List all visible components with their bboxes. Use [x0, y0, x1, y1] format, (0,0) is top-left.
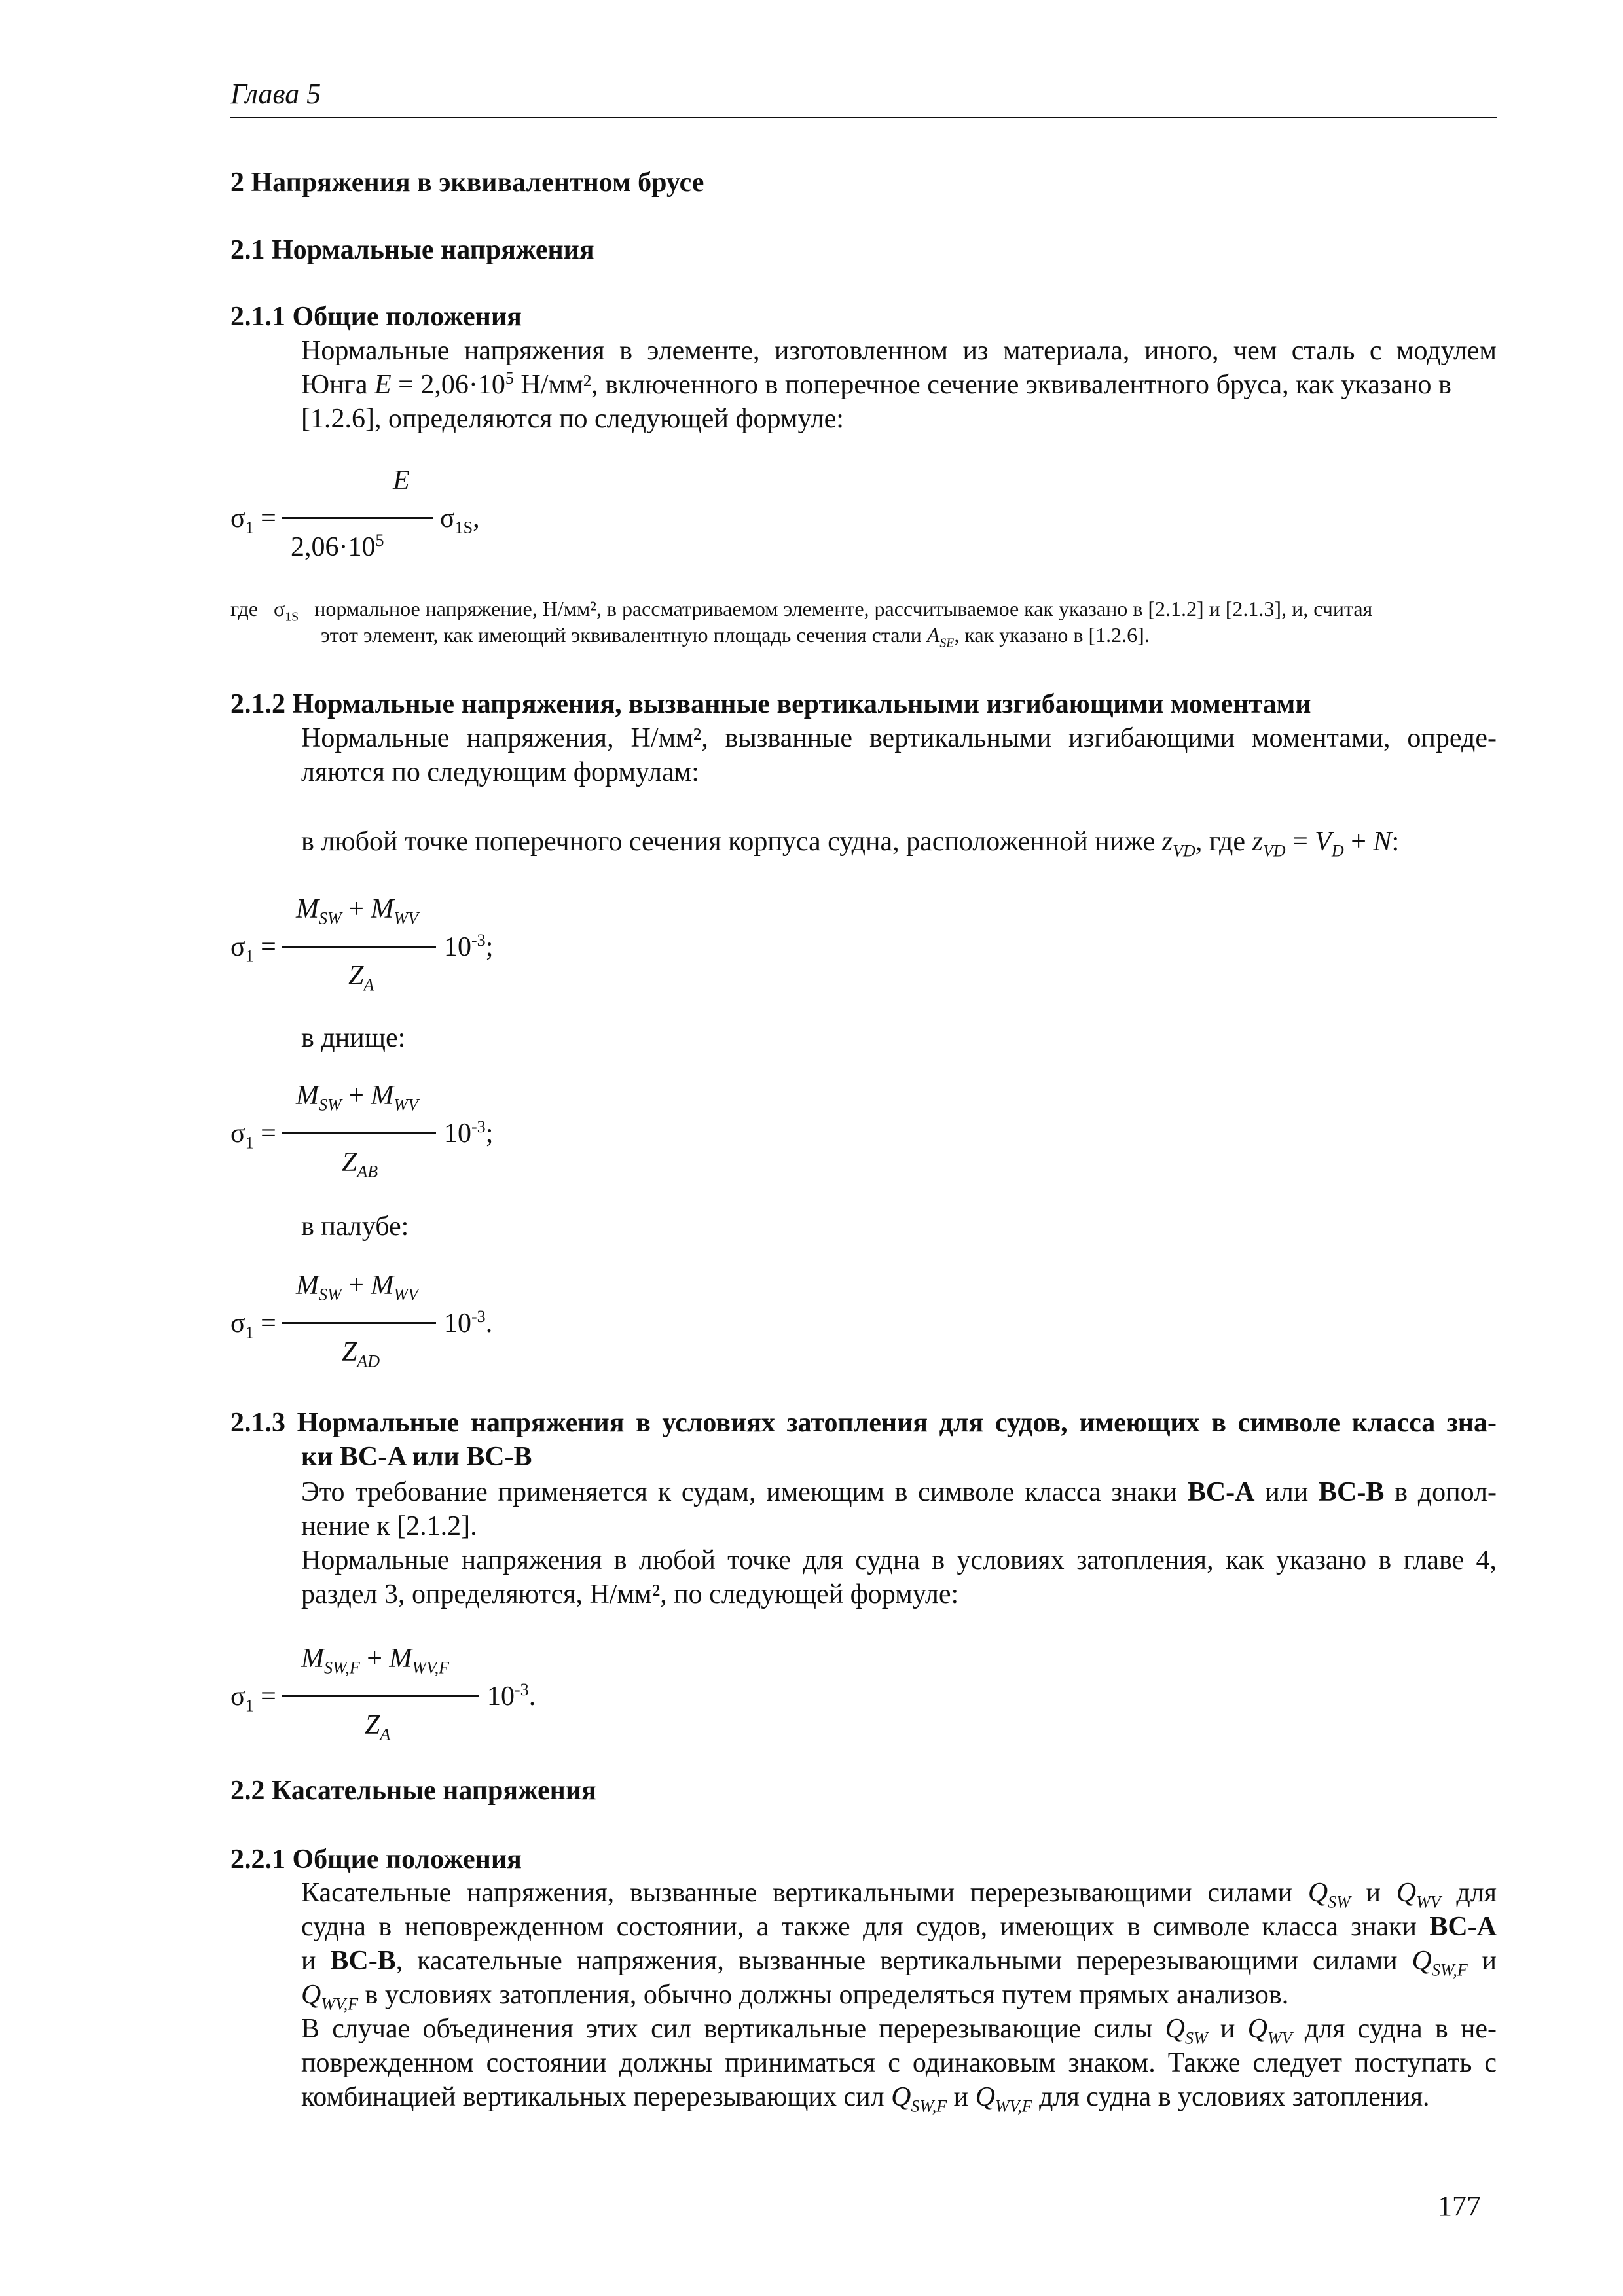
section-heading-2-2-1: 2.2.1 Общие положения: [230, 1844, 522, 1874]
formula-lhs: $\sigma_1$ =: [230, 1681, 276, 1715]
text-line: Нормальные напряжения в элементе, изготовленном из материала, иного, чем сталь с модулем: [301, 336, 1497, 366]
formula-numerator: $M_{SW} + M_{WV}$: [296, 1081, 418, 1115]
formula-lhs: $\sigma_1$ =: [230, 932, 276, 966]
formula-denominator: $Z_{AD}$: [342, 1337, 380, 1371]
section-heading-2-1-3: 2.1.3 Нормальные напряжения в условиях затопления для судов, имеющих в символе класса зна- ки BC-A или BC-B: [230, 1408, 1497, 1472]
text-line: $Q_{WV,F}$ в условиях затопления, обычно должны определяться путем прямых анализов.: [301, 1980, 1289, 2014]
text-line: нение к [2.1.2].: [301, 1511, 477, 1541]
symbol-definition-note: [230, 596, 1497, 651]
formula-numerator: E: [393, 465, 410, 495]
text-line: где $\sigma_{1S}$ нормальное напряжение, Н/мм², в рассматриваемом элементе, рассчитываемое как указано в [2.1.2] и [2.1.3], и, считая: [230, 597, 1373, 624]
fraction-bar: [282, 1132, 436, 1134]
formula-numerator: $M_{SW} + M_{WV}$: [296, 1270, 418, 1304]
label-bottom: в днище:: [301, 1023, 406, 1053]
formula-lhs: $\sigma_1$ =: [230, 503, 276, 537]
fraction-bar: [282, 946, 436, 948]
text-line: ляются по следующим формулам:: [301, 757, 699, 787]
section-heading-2: 2 Напряжения в эквивалентном брусе: [230, 168, 704, 198]
text-line: [1.2.6], определяются по следующей формуле:: [301, 404, 844, 434]
formula-tail: $10^{-3}$;: [444, 931, 494, 962]
text-line: Нормальные напряжения в любой точке для судна в условиях затопления, как указано в главе 4,: [301, 1545, 1497, 1575]
text-line: В случае объединения этих сил вертикальные перерезывающие силы $Q_{SW}$ и $Q_{WV}$ для судна в не-: [301, 2014, 1497, 2048]
fraction-bar: [282, 1322, 436, 1324]
formula-tail: $10^{-3}$;: [444, 1117, 494, 1149]
paragraph-any-point: [301, 825, 1497, 859]
text-line: Это требование применяется к судам, имеющим в символе класса знаки BC-A или BC-B в допол-: [301, 1477, 1497, 1507]
formula-denominator: $Z_{AB}$: [342, 1147, 378, 1181]
paragraph-2-1-3-b: [301, 1543, 1497, 1611]
text-line: раздел 3, определяются, Н/мм², по следующей формуле:: [301, 1579, 959, 1609]
section-heading-2-2: 2.2 Касательные напряжения: [230, 1776, 596, 1806]
formula-numerator: $M_{SW,F} + M_{WV,F}$: [301, 1643, 450, 1677]
formula-numerator: $M_{SW} + M_{WV}$: [296, 894, 418, 928]
section-heading-2-1: 2.1 Нормальные напряжения: [230, 235, 594, 265]
text-line: комбинацией вертикальных перерезывающих сил $Q_{SW,F}$ и $Q_{WV,F}$ для судна в условиях затопления.: [301, 2082, 1430, 2116]
paragraph-2-2-1-a: [301, 1876, 1497, 2012]
formula-denominator: $2,06\cdot 10^5$: [291, 531, 384, 562]
text-line: поврежденном состоянии должны приниматься с одинаковым знаком. Также следует поступать с: [301, 2048, 1497, 2078]
paragraph-2-2-1-b: [301, 2012, 1497, 2114]
formula-tail: $10^{-3}$.: [487, 1680, 536, 1712]
formula-tail: $\sigma_{1S}$,: [440, 503, 480, 537]
text-line: Нормальные напряжения, Н/мм², вызванные вертикальными изгибающими моментами, опреде-: [301, 723, 1497, 753]
formula-tail: $10^{-3}$.: [444, 1307, 493, 1338]
formula-denominator: $Z_A$: [365, 1710, 391, 1744]
text-line: Юнга $E = 2,06\cdot 10^5$ Н/мм², включенного в поперечное сечение эквивалентного бруса, как указано в: [301, 368, 1451, 400]
section-heading-2-1-2: 2.1.2 Нормальные напряжения, вызванные вертикальными изгибающими моментами: [230, 689, 1311, 719]
text-line: Касательные напряжения, вызванные вертикальными перерезывающими силами $Q_{SW}$ и $Q_{WV}$ для: [301, 1878, 1497, 1912]
formula-lhs: $\sigma_1$ =: [230, 1119, 276, 1153]
text-line: этот элемент, как имеющий эквивалентную площадь сечения стали $A_{SE}$, как указано в [1.2.6].: [321, 623, 1150, 651]
running-head: Глава 5: [230, 78, 321, 110]
fraction-bar: [282, 1695, 479, 1697]
formula-denominator: $Z_A$: [348, 961, 374, 995]
paragraph-2-1-1: [301, 334, 1497, 436]
paragraph-2-1-3-a: [301, 1475, 1497, 1543]
header-rule: [230, 117, 1497, 118]
section-heading-2-1-1: 2.1.1 Общие положения: [230, 302, 522, 332]
page-number: 177: [1438, 2190, 1481, 2222]
text-line: и BC-B, касательные напряжения, вызванные вертикальными перерезывающими силами $Q_{SW,F}$ и: [301, 1946, 1497, 1980]
text-line: судна в неповрежденном состоянии, а также для судов, имеющих в символе класса знаки BC-A: [301, 1912, 1497, 1942]
label-deck: в палубе:: [301, 1211, 409, 1242]
fraction-bar: [282, 517, 433, 519]
paragraph-2-1-2: [301, 721, 1497, 789]
formula-lhs: $\sigma_1$ =: [230, 1308, 276, 1342]
text-line: в любой точке поперечного сечения корпуса судна, расположенной ниже $z_{VD}$, где $z_{VD} = V_D + N$:: [301, 827, 1400, 861]
